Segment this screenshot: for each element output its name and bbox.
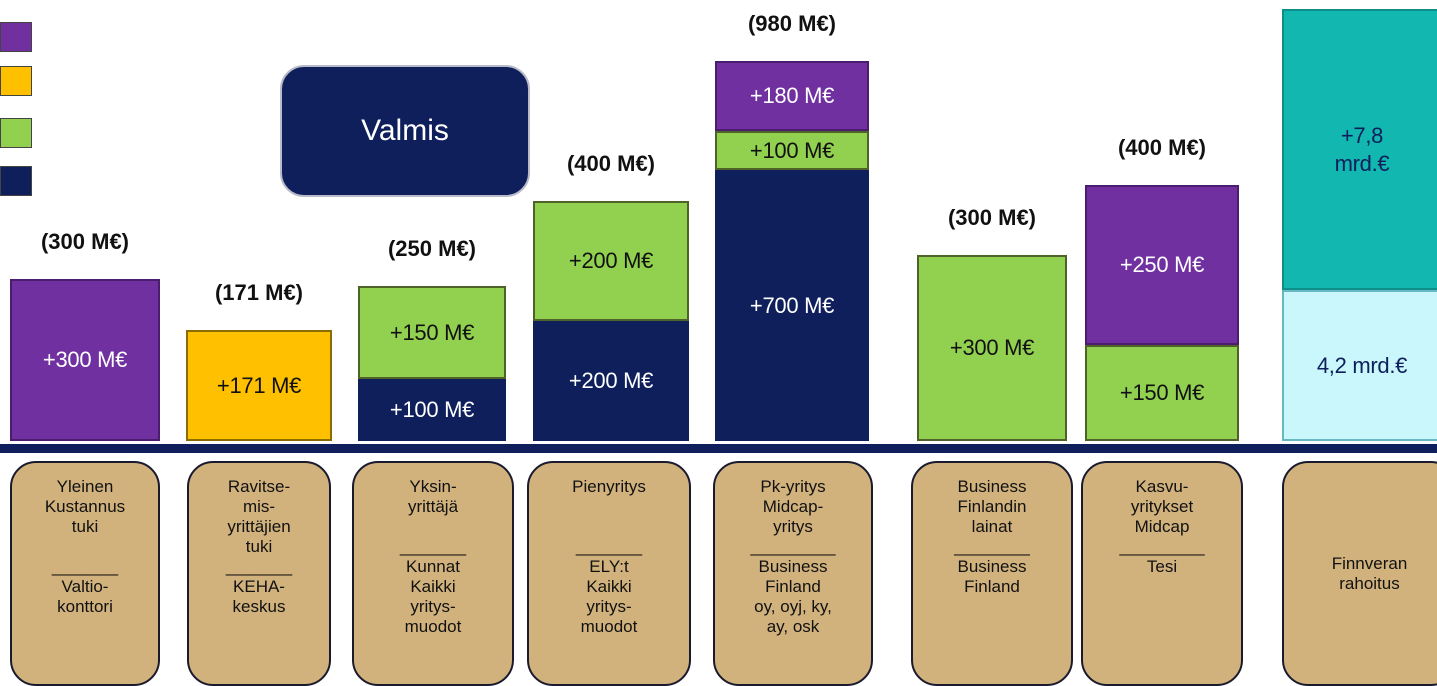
valmis-label: Valmis [361, 114, 449, 147]
bar-segment-label: +300 M€ [949, 335, 1035, 361]
program-line [607, 517, 612, 537]
bar-segment-label: +200 M€ [568, 248, 654, 274]
bar-segment-label: +150 M€ [1119, 380, 1205, 406]
bar-segment-label: +171 M€ [216, 372, 302, 398]
program-line: yritykset [1130, 497, 1194, 516]
program-line: Tesi [1146, 557, 1178, 576]
program-box-ravitsemis [187, 461, 331, 686]
legend-swatch-1 [0, 66, 32, 96]
total-label: (980 M€) [747, 11, 837, 36]
program-box-yleinen [10, 461, 160, 686]
program-line: Midcap- [762, 497, 824, 516]
bar-segment [715, 61, 869, 131]
program-line: Kunnat [406, 557, 460, 576]
program-line: Kaikki [410, 577, 456, 596]
bar-segment-label: +700 M€ [749, 292, 835, 318]
legend-swatch-0 [0, 22, 32, 52]
program-line: Midcap [1134, 517, 1190, 536]
total-label: (300 M€) [40, 229, 130, 254]
program-line: Yksin- [409, 477, 457, 496]
program-line: _______ [51, 557, 119, 576]
program-line: yrittäjien [227, 517, 291, 536]
program-line: mis- [242, 497, 276, 516]
program-line: oy, oyj, ky, [754, 597, 832, 616]
program-line: Finland [964, 577, 1020, 596]
program-line: _______ [399, 537, 467, 556]
bar-segment-label: +100 M€ [749, 137, 835, 163]
program-line: Kasvu- [1135, 477, 1189, 496]
total-label: (400 M€) [1117, 135, 1207, 160]
program-line: yritys- [410, 597, 456, 616]
bar-segment [715, 170, 869, 441]
total-label: (400 M€) [566, 151, 656, 176]
program-line: _______ [575, 537, 643, 556]
bar-segment [533, 321, 689, 441]
program-box-yksinyrittaja [352, 461, 514, 686]
program-line: _________ [750, 537, 836, 556]
bar-segment [917, 255, 1067, 441]
program-line: Pienyritys [572, 477, 646, 496]
bar-segment [533, 201, 689, 321]
legend-swatch-2 [0, 118, 32, 148]
program-line: Yleinen [56, 477, 114, 496]
program-box-pienyritys [527, 461, 691, 686]
bar-segment [715, 131, 869, 170]
program-line: Business [758, 557, 828, 576]
program-box-pk-yritys [713, 461, 873, 686]
bar-segment [186, 330, 332, 441]
bar-segment-label: +7,8 mrd.€ [1334, 123, 1390, 176]
bar-segment [358, 379, 506, 441]
program-line: yrittäjä [407, 497, 459, 516]
bar-segment [1085, 345, 1239, 441]
program-line: konttori [57, 597, 113, 616]
total-label: (250 M€) [387, 236, 477, 261]
bar-segment [10, 279, 160, 441]
program-line [83, 537, 88, 557]
program-line: lainat [971, 517, 1013, 536]
program-line: _______ [225, 557, 293, 576]
program-line: muodot [580, 617, 638, 636]
bar-segment-label: +200 M€ [568, 368, 654, 394]
program-line: _________ [1119, 537, 1205, 556]
program-line: Business [957, 557, 1027, 576]
program-line: KEHA- [233, 577, 285, 596]
baseline-bar [0, 444, 1437, 453]
program-line: yritys [773, 517, 813, 536]
bar-segment-label: +150 M€ [389, 319, 475, 345]
bar-segment [1085, 185, 1239, 345]
program-line: Finlandin [957, 497, 1027, 516]
bar-segment [1282, 290, 1437, 441]
program-line: Kustannus [44, 497, 126, 516]
program-line: keskus [232, 597, 286, 616]
program-box-finnvera [1282, 461, 1437, 686]
total-label: (300 M€) [947, 205, 1037, 230]
bar-segment-label: +180 M€ [749, 83, 835, 109]
bar-segment-label: +300 M€ [42, 347, 128, 373]
program-line: ELY:t [589, 557, 629, 576]
program-line: Valtio- [61, 577, 109, 596]
program-line: tuki [71, 517, 99, 536]
program-line [607, 497, 612, 517]
program-line: tuki [245, 537, 273, 556]
program-line: muodot [404, 617, 462, 636]
program-line: yritys- [586, 597, 632, 616]
program-line: rahoitus [1339, 573, 1400, 593]
program-line: Ravitse- [227, 477, 291, 496]
total-label: (171 M€) [214, 280, 304, 305]
program-line: Finnveran [1331, 553, 1408, 573]
valmis-badge [280, 65, 530, 197]
legend-swatch-3 [0, 166, 32, 196]
program-line: Pk-yritys [760, 477, 826, 496]
bar-segment [1282, 9, 1437, 290]
program-line [431, 517, 436, 537]
program-box-bf-lainat [911, 461, 1073, 686]
bar-segment-label: 4,2 mrd.€ [1316, 352, 1408, 378]
program-line: ________ [954, 537, 1030, 556]
bar-segment-label: +250 M€ [1119, 252, 1205, 278]
bar-segment [358, 286, 506, 379]
program-line: ay, osk [766, 617, 820, 636]
program-line: Business [957, 477, 1027, 496]
program-line: Finland [765, 577, 821, 596]
bar-segment-label: +100 M€ [389, 397, 475, 423]
program-line: Kaikki [586, 577, 632, 596]
program-box-kasvuyritykset [1081, 461, 1243, 686]
